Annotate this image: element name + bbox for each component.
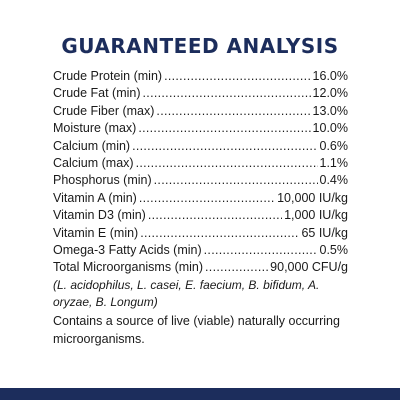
analysis-row	[53, 242, 348, 259]
analysis-row	[53, 190, 348, 207]
analysis-row	[53, 138, 348, 155]
analysis-label: Phosphorus (min)	[53, 173, 152, 188]
analysis-value: 1.1%	[319, 155, 348, 170]
analysis-label: Vitamin E (min)	[53, 225, 139, 240]
dot-leader	[164, 68, 310, 85]
analysis-value: 1,000 IU/kg	[284, 208, 348, 223]
analysis-value: 0.5%	[319, 242, 348, 257]
analysis-row	[53, 172, 348, 189]
dot-leader	[139, 190, 275, 207]
analysis-row	[53, 103, 348, 120]
heading-title: GUARANTEED ANALYSIS	[61, 34, 339, 58]
dot-leader	[148, 207, 282, 224]
analysis-table	[53, 68, 348, 311]
analysis-value: 10,000 IU/kg	[277, 190, 348, 205]
analysis-value: 13.0%	[312, 103, 348, 118]
dot-leader	[156, 103, 310, 120]
analysis-value: 16.0%	[312, 69, 348, 83]
analysis-row	[53, 120, 348, 137]
analysis-row	[53, 207, 348, 224]
analysis-value: 90,000 CFU/g	[270, 260, 348, 275]
analysis-row	[53, 259, 348, 276]
analysis-value: 65 IU/kg	[301, 225, 348, 240]
analysis-label: Crude Fiber (max)	[53, 103, 155, 118]
dot-leader	[205, 259, 268, 276]
dot-leader	[140, 225, 299, 242]
analysis-row	[53, 155, 348, 172]
analysis-row	[53, 68, 348, 85]
analysis-row	[53, 85, 348, 102]
analysis-value: 0.6%	[319, 138, 348, 153]
analysis-label: Vitamin A (min)	[53, 190, 137, 205]
live-microorganisms-note: Contains a source of live (viable) naturally occurring microorganisms.	[53, 314, 340, 346]
analysis-label: Crude Fat (min)	[53, 86, 141, 101]
analysis-value: 12.0%	[312, 86, 348, 101]
footer-bar	[0, 388, 400, 400]
analysis-label: Crude Protein (min)	[53, 69, 163, 83]
dot-leader	[154, 172, 318, 189]
analysis-label: Moisture (max)	[53, 121, 137, 136]
dot-leader	[136, 155, 318, 172]
analysis-value: 10.0%	[312, 121, 348, 136]
analysis-value: 0.4%	[319, 173, 348, 188]
analysis-label: Calcium (max)	[53, 155, 134, 170]
dot-leader	[132, 138, 317, 155]
dot-leader	[138, 120, 310, 137]
analysis-label: Omega-3 Fatty Acids (min)	[53, 242, 202, 257]
analysis-rows	[53, 68, 348, 277]
analysis-row	[53, 225, 348, 242]
dot-leader	[204, 242, 318, 259]
strains-list: (L. acidophilus, L. casei, E. faecium, B. bifidum, A. oryzae, B. Longum)	[53, 277, 320, 309]
dot-leader	[143, 85, 311, 102]
analysis-label: Calcium (min)	[53, 138, 131, 153]
analysis-label: Vitamin D3 (min)	[53, 208, 146, 223]
analysis-label: Total Microorganisms (min)	[53, 260, 204, 275]
